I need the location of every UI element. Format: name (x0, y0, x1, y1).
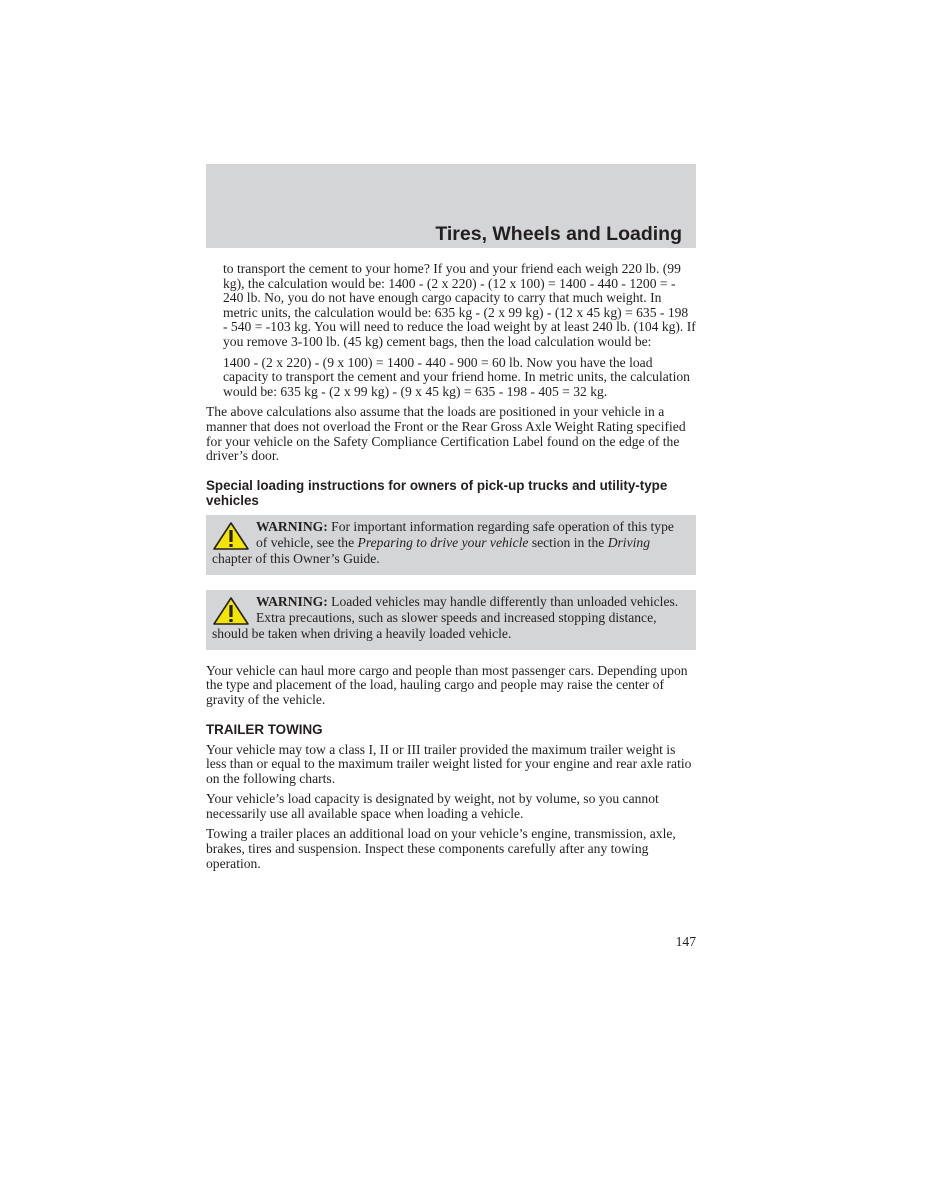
warning-box-loaded-vehicles (206, 590, 696, 650)
warning-text-loaded-vehicles: WARNING: Loaded vehicles may handle differently than unloaded vehicles. Extra precautions, such as slower speeds and increased stopping distance, should be taken when driving a heavily loaded vehicle. (212, 593, 679, 641)
paragraph-load-position: The above calculations also assume that the loads are positioned in your vehicle in a manner that does not overload the Front or the Rear Gross Axle Weight Rating specified for your vehicle on the Safety Compliance Certification Label found on the edge of the driver’s door. (206, 404, 686, 464)
warning-triangle-icon (212, 596, 250, 626)
warning-text-safe-operation: WARNING: For important information regarding safe operation of this type of vehicle, see the Preparing to drive your vehicle section in the Driving chapter of this Owner’s Guide. (212, 518, 674, 566)
paragraph-center-of-gravity: Your vehicle can haul more cargo and people than most passenger cars. Depending upon the type and placement of the load, hauling cargo and people may raise the center of gravity of the vehicle. (206, 662, 688, 707)
paragraph-trailer-class: Your vehicle may tow a class I, II or III trailer provided the maximum trailer weight is less than or equal to the maximum trailer weight listed for your engine and rear axle ratio on the following charts. (206, 741, 692, 786)
header-band (206, 164, 696, 248)
subheading-special-loading: Special loading instructions for owners of pick-up trucks and utility-type vehicles (206, 477, 668, 508)
warning-label: WARNING: (256, 593, 328, 609)
paragraph-towing-load: Towing a trailer places an additional load on your vehicle’s engine, transmission, axle, brakes, tires and suspension. Inspect these components carefully after any towing operation. (206, 826, 676, 871)
paragraph-calculation: to transport the cement to your home? If you and your friend each weigh 220 lb. (99 kg), the calculation would be: 1400 - (2 x 220) - (12 x 100) = 1400 - 440 - 1200 = - 240 lb. No, you do not have enough cargo capacity to carry that much weight. In metric units, the calculation would be: 635 kg - (2 x 99 kg) - (12 x 45 kg) = 635 - 198 - 540 = -103 kg. You will need to reduce the load weight by at least 240 lb. (104 kg). If you remove 3-100 lb. (45 kg) cement bags, then the load calculation would be: (223, 261, 696, 349)
warning-box-safe-operation (206, 515, 696, 575)
paragraph-recalculation: 1400 - (2 x 220) - (9 x 100) = 1400 - 440 - 900 = 60 lb. Now you have the load capacity to transport the cement and your friend home. In metric units, the calculation would be: 635 kg - (2 x 99 kg) - (9 x 45 kg) = 635 - 198 - 405 = 32 kg. (223, 354, 690, 399)
reference-section-title: Preparing to drive your vehicle (357, 534, 529, 550)
warning-triangle-icon (212, 521, 250, 551)
chapter-title: Tires, Wheels and Loading (435, 223, 682, 245)
reference-chapter-title: Driving (607, 534, 650, 550)
paragraph-load-capacity: Your vehicle’s load capacity is designated by weight, not by volume, so you cannot necessarily use all available space when loading a vehicle. (206, 791, 659, 821)
page-number: 147 (675, 934, 696, 949)
warning-label: WARNING: (256, 518, 328, 534)
page-content (206, 262, 696, 871)
section-heading-trailer-towing: TRAILER TOWING (206, 721, 323, 737)
